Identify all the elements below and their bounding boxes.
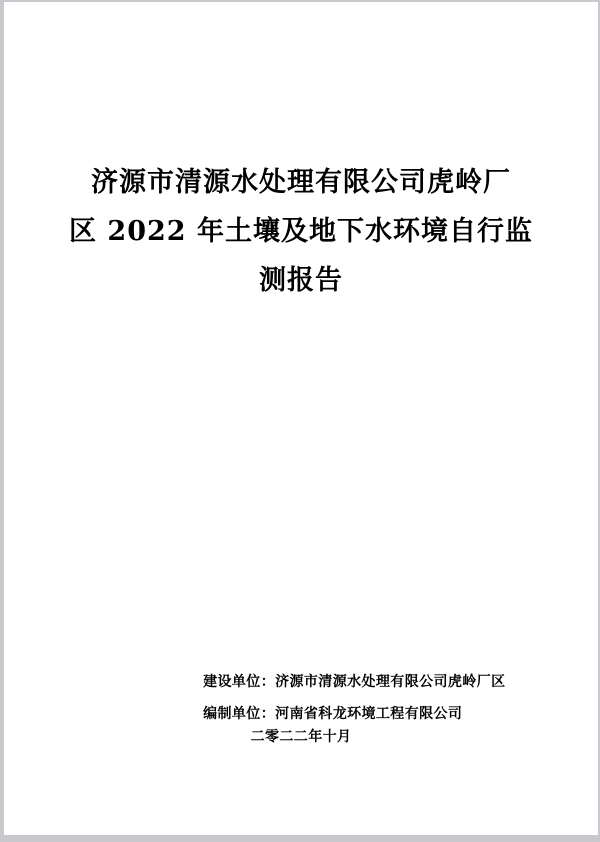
compilation-unit-label: 编制单位：: [203, 706, 276, 722]
document-page: [4, 2, 598, 835]
report-title-line-3: 测报告: [259, 265, 343, 296]
report-title-line-1: 济源市清源水处理有限公司虎岭厂: [91, 167, 511, 198]
construction-unit-label: 建设单位：: [203, 674, 276, 690]
report-title-line-2: 区 2022 年土壤及地下水环境自行监: [69, 216, 533, 247]
compilation-unit-value: 河南省科龙环境工程有限公司: [275, 706, 463, 722]
report-date: 二零二二年十月: [250, 729, 352, 745]
report-title: [4, 158, 598, 305]
construction-unit-value: 济源市清源水处理有限公司虎岭厂区: [275, 674, 506, 690]
